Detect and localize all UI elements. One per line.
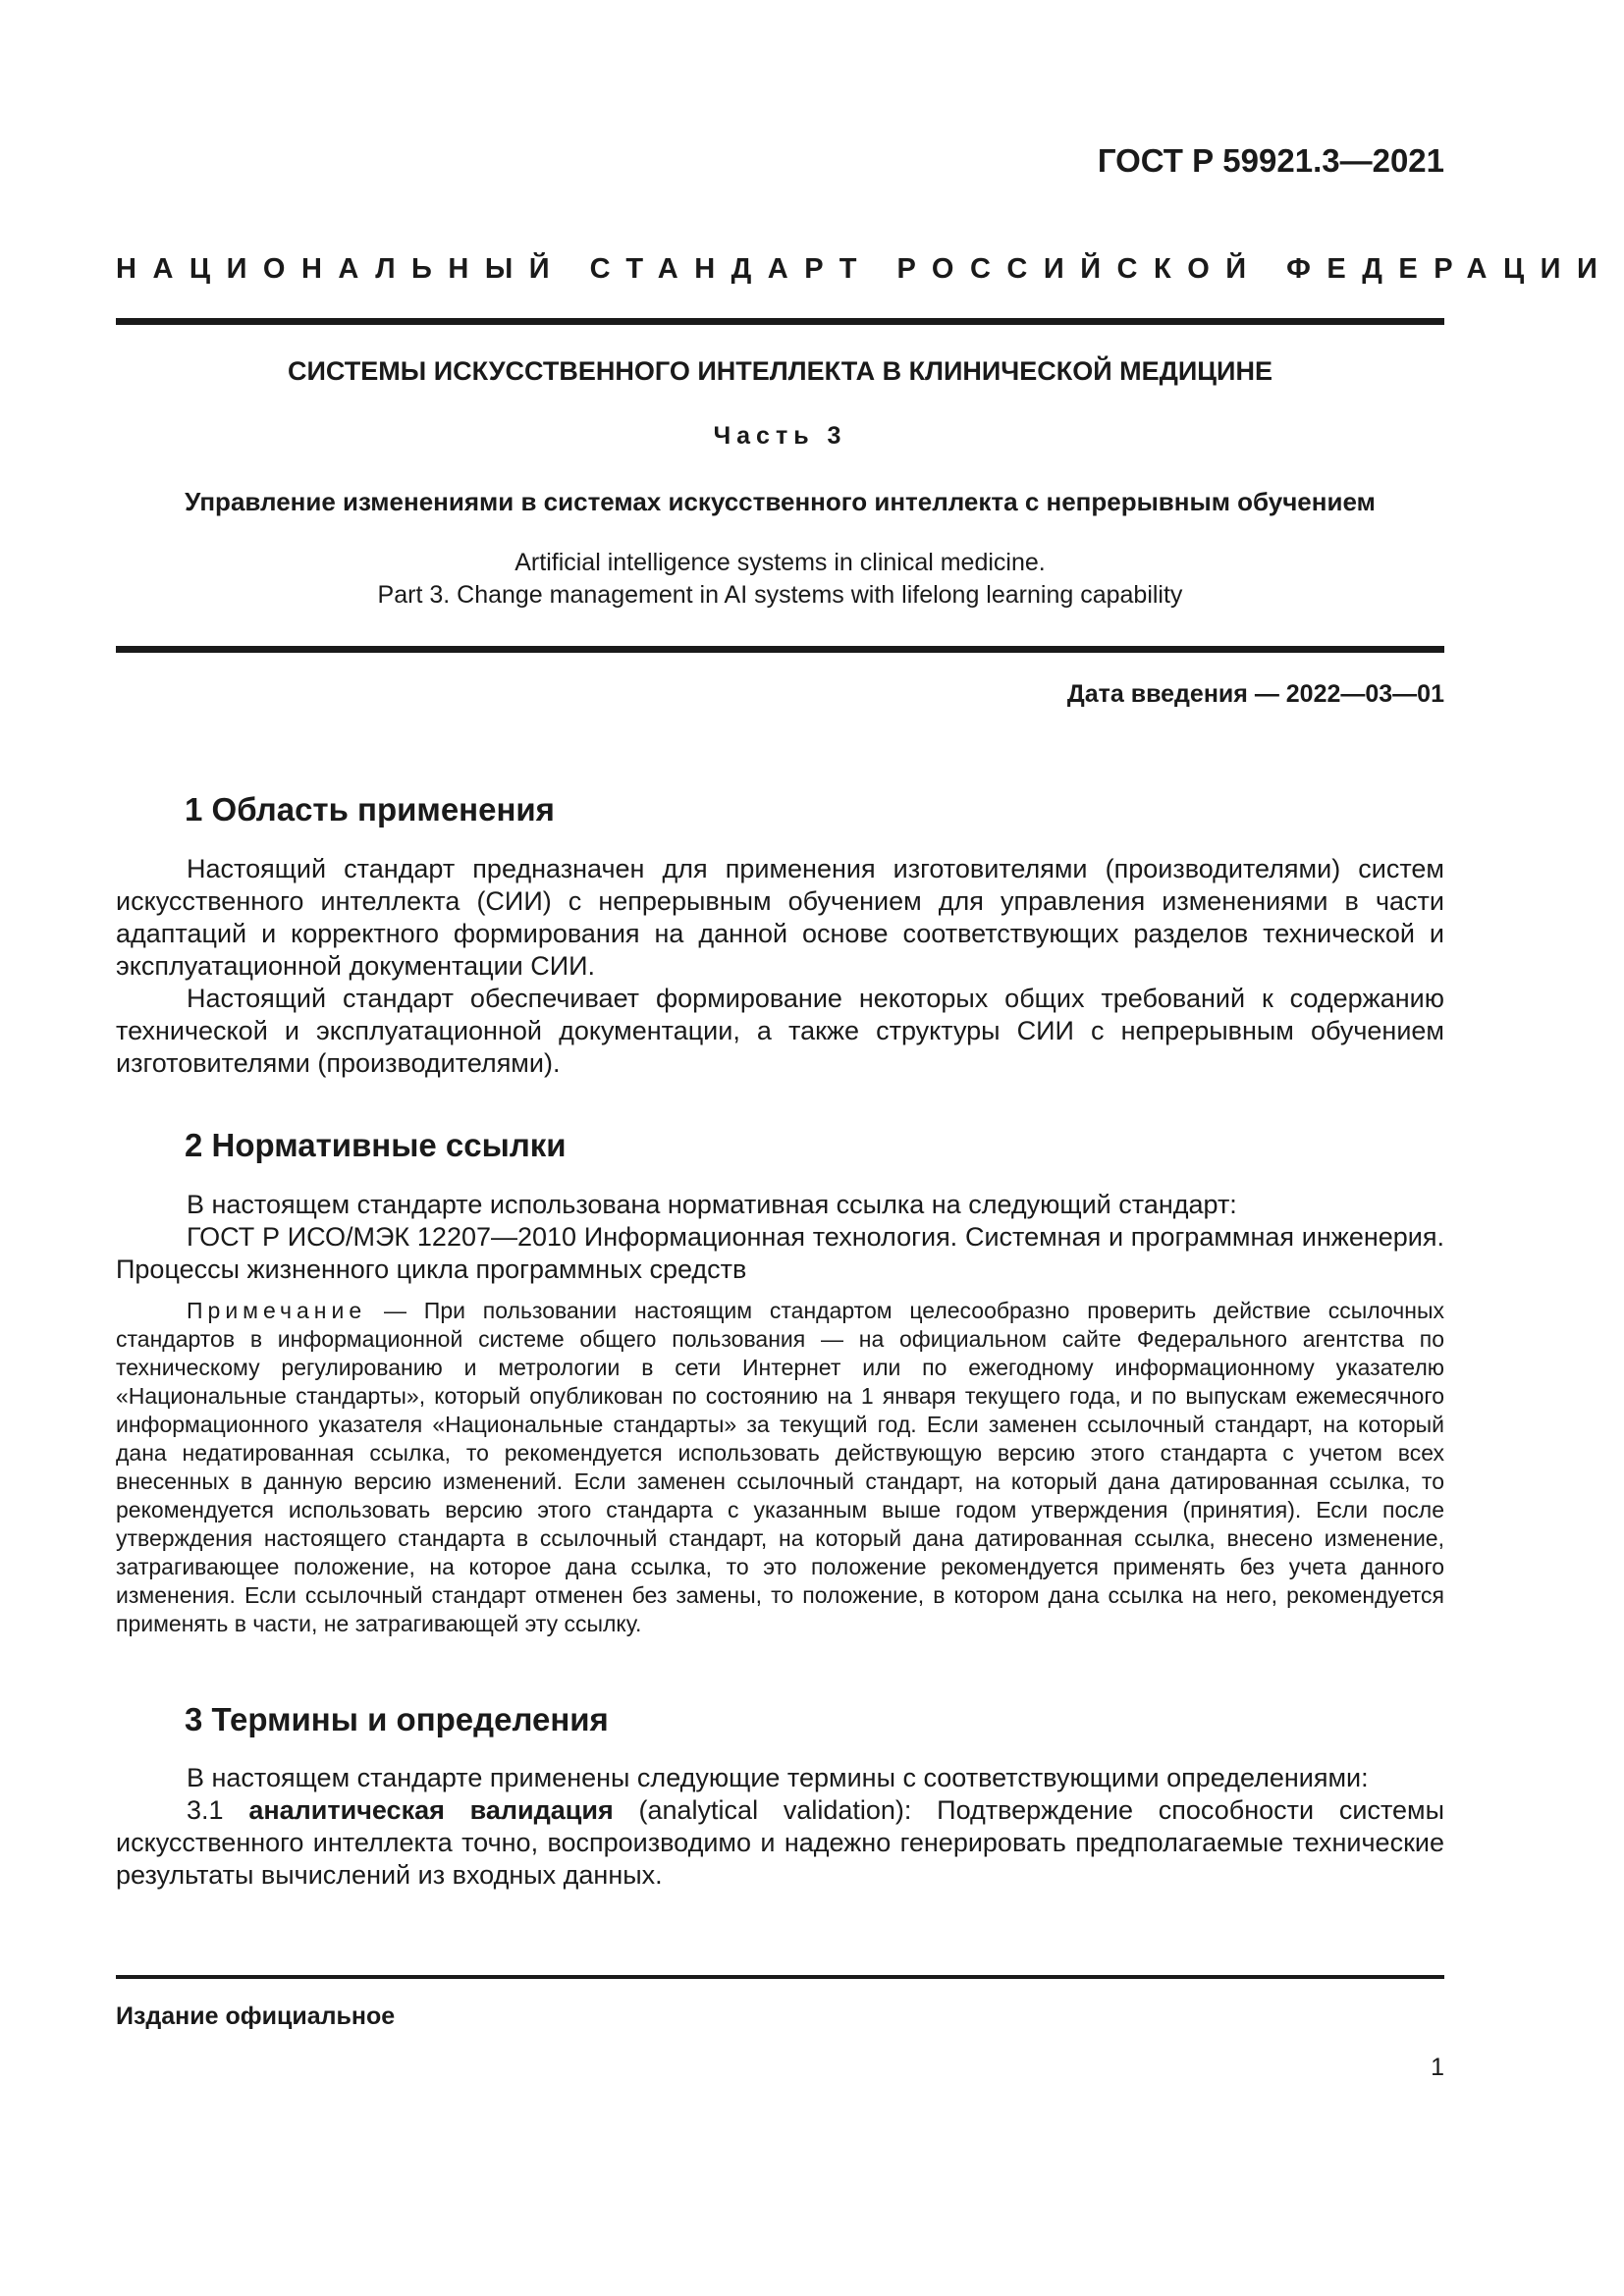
section-3-paragraph-1: В настоящем стандарте применены следующие термины с соответствующими определениями: bbox=[187, 1763, 1369, 1792]
document-subtitle: Управление изменениями в системах искусственного интеллекта с непрерывным обучением bbox=[185, 487, 1376, 516]
term-definition-text: (analytical validation): Подтверждение способности системы искусственного интеллекта точно, воспроизводимо и надежно генерировать предполагаемые технические результаты вычислений из входных данных. bbox=[116, 1795, 1444, 1890]
note-block bbox=[116, 1297, 1444, 1638]
section-1-paragraph-1: Настоящий стандарт предназначен для применения изготовителями (производителями) систем искусственного интеллекта (СИИ) с непрерывным обучением для управления изменениями в части адаптаций и корректного формирования на данной основе соответствующих разделов технической и эксплуатационной документации СИИ. bbox=[116, 854, 1444, 981]
section-1-paragraph-2: Настоящий стандарт обеспечивает формирование некоторых общих требований к содержанию технической и эксплуатационной документации, а также структуры СИИ с непрерывным обучением изготовителями (производителями). bbox=[116, 984, 1444, 1078]
intro-date: Дата введения — 2022—03—01 bbox=[1066, 680, 1444, 708]
header-rule-top bbox=[116, 318, 1444, 325]
section-3-heading: 3 Термины и определения bbox=[185, 1701, 609, 1737]
term-definition bbox=[116, 1794, 1444, 1892]
term-number: 3.1 bbox=[187, 1795, 224, 1825]
term-name: аналитическая валидация bbox=[248, 1795, 614, 1825]
footer-rule bbox=[116, 1975, 1444, 1979]
note-paragraph bbox=[116, 1297, 1444, 1638]
part-label: Часть 3 bbox=[713, 422, 847, 450]
section-1-heading: 1 Область применения bbox=[185, 791, 555, 828]
gost-code: ГОСТ Р 59921.3—2021 bbox=[1097, 142, 1444, 179]
official-edition-label: Издание официальное bbox=[116, 2002, 396, 2030]
section-2-body bbox=[116, 1189, 1444, 1286]
section-2-paragraph-2: ГОСТ Р ИСО/МЭК 12207—2010 Информационная технология. Системная и программная инженерия. Процессы жизненного цикла программных средств bbox=[116, 1222, 1444, 1284]
section-2-heading: 2 Нормативные ссылки bbox=[185, 1127, 567, 1163]
document-title: СИСТЕМЫ ИСКУССТВЕННОГО ИНТЕЛЛЕКТА В КЛИНИЧЕСКОЙ МЕДИЦИНЕ bbox=[288, 356, 1272, 386]
note-label: Примечание bbox=[187, 1298, 367, 1323]
english-title-line-2: Part 3. Change management in AI systems with lifelong learning capability bbox=[377, 581, 1183, 609]
section-2-paragraph-1: В настоящем стандарте использована нормативная ссылка на следующий стандарт: bbox=[187, 1190, 1237, 1219]
english-title bbox=[116, 547, 1444, 612]
section-3-body bbox=[116, 1762, 1444, 1892]
national-standard-title: НАЦИОНАЛЬНЫЙ СТАНДАРТ РОССИЙСКОЙ ФЕДЕРАЦИИ bbox=[116, 253, 1614, 285]
note-text: — При пользовании настоящим стандартом целесообразно проверить действие ссылочных стандартов в информационной системе общего пользования — на официальном сайте Федерального агентства по техническому регулированию и метрологии в сети Интернет или по ежегодному информационному указателю «Национальные стандарты», который опубликован по состоянию на 1 января текущего года, и по выпускам ежемесячного информационного указателя «Национальные стандарты» за текущий год. Если заменен ссылочный стандарт, на который дана недатированная ссылка, то рекомендуется использовать действующую версию этого стандарта с учетом всех внесенных в данную версию изменений. Если заменен ссылочный стандарт, на который дана датированная ссылка, то рекомендуется использовать версию этого стандарта с указанным выше годом утверждения (принятия). Если после утверждения настоящего стандарта в ссылочный стандарт, на который дана датированная ссылка, внесено изменение, затрагивающее положение, на которое дана ссылка, то это положение рекомендуется применять без учета данного изменения. Если ссылочный стандарт отменен без замены, то положение, в котором дана ссылка на него, рекомендуется применять в части, не затрагивающей эту ссылку. bbox=[116, 1298, 1444, 1636]
section-1-body bbox=[116, 853, 1444, 1080]
english-title-line-1: Artificial intelligence systems in clinical medicine. bbox=[514, 549, 1046, 576]
header-rule-bottom bbox=[116, 646, 1444, 653]
page-number: 1 bbox=[1431, 2054, 1444, 2081]
